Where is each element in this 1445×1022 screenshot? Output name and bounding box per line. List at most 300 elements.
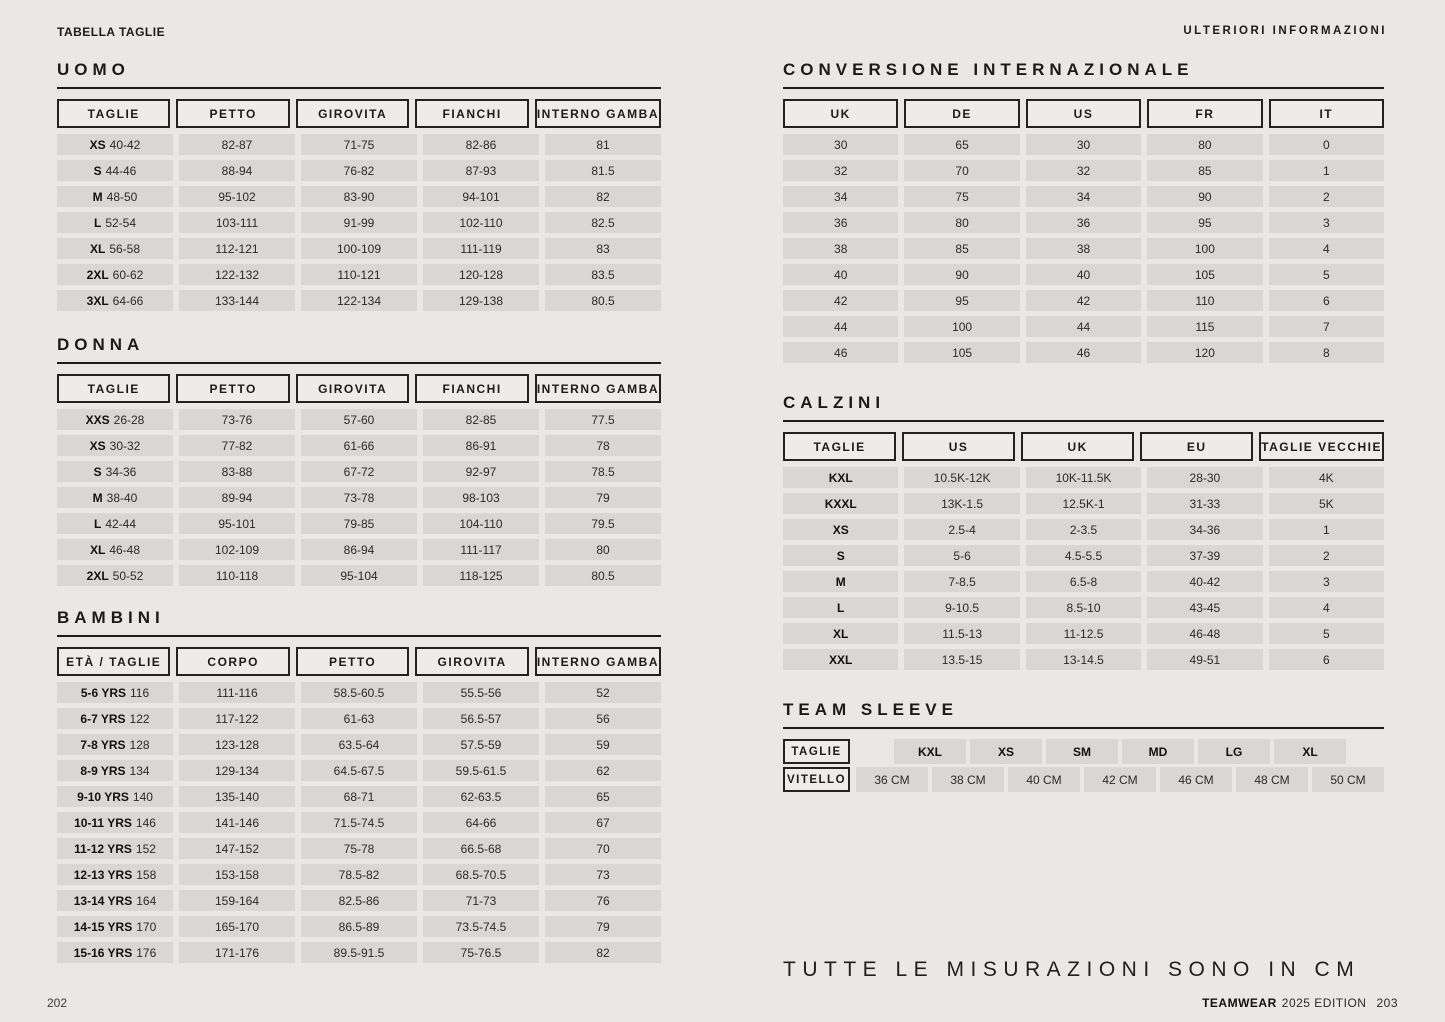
table-cell: 56 [545,708,661,729]
table-cell: 79-85 [301,513,417,534]
table-cell: M 48-50 [57,186,173,207]
table-row [783,519,1384,540]
table-cell: 65 [545,786,661,807]
table-cell: 90 [904,264,1019,285]
donna-table-body [57,409,661,586]
table-cell: 9-10.5 [904,597,1019,618]
table-cell: MD [1122,739,1194,764]
footer-brand: TEAMWEAR [1202,996,1277,1010]
table-row [783,467,1384,488]
table-cell: 59 [545,734,661,755]
section-label-more-info: ULTERIORI INFORMAZIONI [1183,25,1387,37]
table-cell: 4 [1269,597,1384,618]
table-row [783,571,1384,592]
table-cell: 82 [545,186,661,207]
conversione-table-body [783,134,1384,363]
table-cell: 3 [1269,212,1384,233]
table-cell: 7 [1269,316,1384,337]
table-cell: 82-85 [423,409,539,430]
table-cell: 52 [545,682,661,703]
table-row [57,942,661,963]
table-cell: 12-13 YRS 158 [57,864,173,885]
table-row [783,212,1384,233]
table-cell: 95 [904,290,1019,311]
table-row [783,597,1384,618]
table-cell: 66.5-68 [423,838,539,859]
table-cell: 2 [1269,545,1384,566]
section-title-bambini: BAMBINI [57,608,165,627]
table-cell: 5K [1269,493,1384,514]
table-cell: 5-6 YRS 116 [57,682,173,703]
table-cell: 49-51 [1147,649,1262,670]
table-cell: 13K-1.5 [904,493,1019,514]
column-header: ETÀ / TAGLIE [57,647,170,676]
table-row [57,734,661,755]
table-row [57,708,661,729]
table-cell: 62 [545,760,661,781]
table-cell: 4.5-5.5 [1026,545,1141,566]
column-header: GIROVITA [296,99,409,128]
table-cell: 10K-11.5K [1026,467,1141,488]
table-cell: 42 CM [1084,767,1156,792]
table-cell: 9-10 YRS 140 [57,786,173,807]
table-row [783,134,1384,155]
section-title-donna: DONNA [57,335,145,354]
section-title-team-sleeve: TEAM SLEEVE [783,700,958,719]
conversione-section [783,60,1384,363]
table-cell: 80.5 [545,565,661,586]
table-cell: 40 CM [1008,767,1080,792]
table-cell: 75 [904,186,1019,207]
table-cell: 100 [1147,238,1262,259]
table-cell: 122-134 [301,290,417,311]
column-header: PETTO [296,647,409,676]
table-cell: 98-103 [423,487,539,508]
table-row [783,264,1384,285]
table-cell: 42 [783,290,898,311]
table-cell: 100 [904,316,1019,337]
table-cell: 57.5-59 [423,734,539,755]
table-cell: 10.5K-12K [904,467,1019,488]
table-cell: 86-91 [423,435,539,456]
table-cell: 75-78 [301,838,417,859]
table-cell: 91-99 [301,212,417,233]
table-cell: 117-122 [179,708,295,729]
table-row [57,890,661,911]
table-cell: 61-66 [301,435,417,456]
table-cell: 105 [1147,264,1262,285]
section-title-calzini: CALZINI [783,393,886,412]
table-cell: 6.5-8 [1026,571,1141,592]
table-cell: 153-158 [179,864,295,885]
table-cell: 104-110 [423,513,539,534]
table-row [783,342,1384,363]
table-cell: 83.5 [545,264,661,285]
table-cell: 83 [545,238,661,259]
table-cell: 62-63.5 [423,786,539,807]
table-cell: 37-39 [1147,545,1262,566]
table-cell: 64-66 [423,812,539,833]
table-cell: 75-76.5 [423,942,539,963]
column-header: INTERNO GAMBA [535,647,661,676]
table-cell: 55.5-56 [423,682,539,703]
table-cell: 73 [545,864,661,885]
table-cell: 95 [1147,212,1262,233]
table-row [783,545,1384,566]
table-cell: 40-42 [1147,571,1262,592]
table-cell: 103-111 [179,212,295,233]
table-cell: 4 [1269,238,1384,259]
bambini-table-body [57,682,661,963]
table-cell: 13-14 YRS 164 [57,890,173,911]
right-column [783,60,1384,822]
table-cell: 8-9 YRS 134 [57,760,173,781]
section-title-conversione: CONVERSIONE INTERNAZIONALE [783,60,1194,79]
table-row [57,760,661,781]
footer-edition: 2025 EDITION [1281,996,1367,1010]
table-cell: XS [970,739,1042,764]
table-cell: 105 [904,342,1019,363]
table-cell: 36 [1026,212,1141,233]
footer-right [1202,996,1398,1010]
table-cell: 112-121 [179,238,295,259]
column-header: US [902,432,1015,461]
team-sleeve-table [783,739,1384,792]
table-cell: 90 [1147,186,1262,207]
table-cell: 43-45 [1147,597,1262,618]
table-cell: KXL [783,467,898,488]
table-cell: 110-121 [301,264,417,285]
table-cell: 63.5-64 [301,734,417,755]
table-cell: M [783,571,898,592]
table-cell: 77.5 [545,409,661,430]
table-cell: 3XL 64-66 [57,290,173,311]
table-cell: XXL [783,649,898,670]
table-cell: 135-140 [179,786,295,807]
column-header: EU [1140,432,1253,461]
table-cell: 71.5-74.5 [301,812,417,833]
table-cell: 6 [1269,290,1384,311]
table-row [783,238,1384,259]
table-row [783,160,1384,181]
row-header-vitello: VITELLO [783,767,850,792]
table-cell: XL [1274,739,1346,764]
column-header: TAGLIE [783,432,896,461]
table-row [783,623,1384,644]
table-cell: 102-110 [423,212,539,233]
table-cell: 44 [1026,316,1141,337]
table-cell: 5 [1269,623,1384,644]
team-sleeve-values-cells [856,767,1384,792]
table-cell: 65 [904,134,1019,155]
uomo-table-body [57,134,661,311]
table-cell: 56.5-57 [423,708,539,729]
team-sleeve-section [783,700,1384,792]
table-cell: 2 [1269,186,1384,207]
table-cell: 40 [1026,264,1141,285]
table-cell: 85 [904,238,1019,259]
conversione-section-head [783,60,1384,89]
table-cell: 12.5K-1 [1026,493,1141,514]
table-cell: 71-75 [301,134,417,155]
column-header: PETTO [176,99,289,128]
table-cell: 141-146 [179,812,295,833]
table-cell: 159-164 [179,890,295,911]
table-cell: S [783,545,898,566]
table-cell: 58.5-60.5 [301,682,417,703]
table-cell: 87-93 [423,160,539,181]
table-row [57,812,661,833]
table-cell: KXL [894,739,966,764]
table-cell: S 44-46 [57,160,173,181]
column-header: INTERNO GAMBA [535,99,661,128]
table-cell: 36 CM [856,767,928,792]
uomo-table-header [57,99,661,128]
table-cell: 6 [1269,649,1384,670]
table-cell: 30 [1026,134,1141,155]
table-cell: 92-97 [423,461,539,482]
table-cell: 78 [545,435,661,456]
table-cell: 82 [545,942,661,963]
table-cell: 40 [783,264,898,285]
table-cell: 59.5-61.5 [423,760,539,781]
table-cell: 7-8 YRS 128 [57,734,173,755]
column-header: PETTO [176,374,289,403]
table-cell: 34-36 [1147,519,1262,540]
table-cell: XL 46-48 [57,539,173,560]
table-cell: 71-73 [423,890,539,911]
table-cell: 61-63 [301,708,417,729]
table-cell: 95-101 [179,513,295,534]
column-header: CORPO [176,647,289,676]
table-row [57,435,661,456]
table-cell: 3 [1269,571,1384,592]
table-cell: 95-102 [179,186,295,207]
table-row [57,487,661,508]
table-cell: 88-94 [179,160,295,181]
column-header: IT [1269,99,1384,128]
table-cell: 79 [545,916,661,937]
table-cell: 171-176 [179,942,295,963]
team-sleeve-sizes-cells [856,739,1384,764]
section-title-uomo: UOMO [57,60,130,79]
table-cell: 129-134 [179,760,295,781]
table-row [57,238,661,259]
table-cell: 79 [545,487,661,508]
donna-table-header [57,374,661,403]
table-row [57,682,661,703]
uomo-section [57,60,661,311]
table-cell: 95-104 [301,565,417,586]
table-row [57,290,661,311]
table-cell: 30 [783,134,898,155]
table-row [57,916,661,937]
table-cell: M 38-40 [57,487,173,508]
table-row [57,786,661,807]
table-cell: 111-117 [423,539,539,560]
table-cell: 89.5-91.5 [301,942,417,963]
table-cell: 31-33 [1147,493,1262,514]
table-cell: 46 CM [1160,767,1232,792]
table-cell: 118-125 [423,565,539,586]
table-cell: 13-14.5 [1026,649,1141,670]
table-row [57,565,661,586]
table-cell: 76 [545,890,661,911]
table-cell: 86.5-89 [301,916,417,937]
table-cell: 36 [783,212,898,233]
table-cell: 13.5-15 [904,649,1019,670]
table-cell: XL [783,623,898,644]
table-cell: 38 [783,238,898,259]
table-cell: 32 [1026,160,1141,181]
table-cell: 85 [1147,160,1262,181]
table-cell: XXS 26-28 [57,409,173,430]
table-cell: 80.5 [545,290,661,311]
table-cell: 0 [1269,134,1384,155]
table-cell: 68.5-70.5 [423,864,539,885]
table-cell: 82.5 [545,212,661,233]
table-cell: 46-48 [1147,623,1262,644]
table-row [57,864,661,885]
table-cell: 14-15 YRS 170 [57,916,173,937]
table-row [57,461,661,482]
calzini-section [783,393,1384,670]
table-row [783,316,1384,337]
table-cell: 8.5-10 [1026,597,1141,618]
calzini-section-head [783,393,1384,422]
table-cell: 38 [1026,238,1141,259]
table-cell: 120 [1147,342,1262,363]
table-cell: S 34-36 [57,461,173,482]
table-cell: 111-116 [179,682,295,703]
table-cell: 1 [1269,160,1384,181]
column-header: DE [904,99,1019,128]
table-cell: 34 [1026,186,1141,207]
table-cell: 2XL 60-62 [57,264,173,285]
table-cell: 5 [1269,264,1384,285]
table-cell: XS 30-32 [57,435,173,456]
table-cell: 15-16 YRS 176 [57,942,173,963]
bambini-table-header [57,647,661,676]
table-cell: 73-76 [179,409,295,430]
table-cell: 80 [1147,134,1262,155]
table-row [783,649,1384,670]
table-cell: KXXL [783,493,898,514]
table-cell: 76-82 [301,160,417,181]
table-cell: 2-3.5 [1026,519,1141,540]
table-cell: 2XL 50-52 [57,565,173,586]
table-cell: 81.5 [545,160,661,181]
table-row [57,160,661,181]
table-cell: 129-138 [423,290,539,311]
donna-section [57,335,661,586]
table-cell: 50 CM [1312,767,1384,792]
table-cell: 46 [1026,342,1141,363]
table-cell: 100-109 [301,238,417,259]
column-header: FIANCHI [415,99,528,128]
table-cell: 147-152 [179,838,295,859]
table-cell: 70 [545,838,661,859]
uomo-section-head [57,60,661,89]
table-cell: 46 [783,342,898,363]
table-row [783,290,1384,311]
table-row [57,409,661,430]
table-row [57,513,661,534]
team-sleeve-values-row [783,767,1384,792]
table-row [783,493,1384,514]
table-cell: 78.5-82 [301,864,417,885]
conversione-table-header [783,99,1384,128]
calzini-table-body [783,467,1384,670]
table-row [783,186,1384,207]
table-cell: 89-94 [179,487,295,508]
team-sleeve-section-head [783,700,1384,729]
table-cell: 10-11 YRS 146 [57,812,173,833]
table-cell: 1 [1269,519,1384,540]
column-header: UK [1021,432,1134,461]
table-cell: L 52-54 [57,212,173,233]
table-cell: 73.5-74.5 [423,916,539,937]
table-cell: XS [783,519,898,540]
table-cell: 34 [783,186,898,207]
table-cell: 80 [545,539,661,560]
table-cell: 82.5-86 [301,890,417,911]
table-cell: 79.5 [545,513,661,534]
table-cell: LG [1198,739,1270,764]
column-header: FIANCHI [415,374,528,403]
measurements-note: TUTTE LE MISURAZIONI SONO IN CM [783,958,1361,981]
table-row [57,838,661,859]
table-cell: 115 [1147,316,1262,337]
table-cell: 11-12 YRS 152 [57,838,173,859]
page-number-right: 203 [1376,996,1398,1010]
table-row [57,186,661,207]
table-row [57,539,661,560]
table-cell: 67 [545,812,661,833]
table-cell: 111-119 [423,238,539,259]
table-cell: 57-60 [301,409,417,430]
table-cell: 5-6 [904,545,1019,566]
table-cell: 133-144 [179,290,295,311]
table-cell: 44 [783,316,898,337]
page-number-left: 202 [47,996,68,1010]
table-cell: 64.5-67.5 [301,760,417,781]
column-header: US [1026,99,1141,128]
left-column [57,60,661,987]
table-cell: L [783,597,898,618]
calzini-table-header [783,432,1384,461]
column-header: UK [783,99,898,128]
table-cell: 11-12.5 [1026,623,1141,644]
table-cell: 80 [904,212,1019,233]
column-header: GIROVITA [415,647,528,676]
table-cell: 32 [783,160,898,181]
table-cell: 4K [1269,467,1384,488]
table-cell: 102-109 [179,539,295,560]
column-header: TAGLIE [57,99,170,128]
column-header: INTERNO GAMBA [535,374,661,403]
table-cell: 110 [1147,290,1262,311]
table-row [57,134,661,155]
table-cell: 77-82 [179,435,295,456]
bambini-section-head [57,608,661,637]
table-cell: 42 [1026,290,1141,311]
table-cell: 120-128 [423,264,539,285]
table-cell: 83-88 [179,461,295,482]
table-cell: XL 56-58 [57,238,173,259]
table-cell: 83-90 [301,186,417,207]
table-cell: SM [1046,739,1118,764]
